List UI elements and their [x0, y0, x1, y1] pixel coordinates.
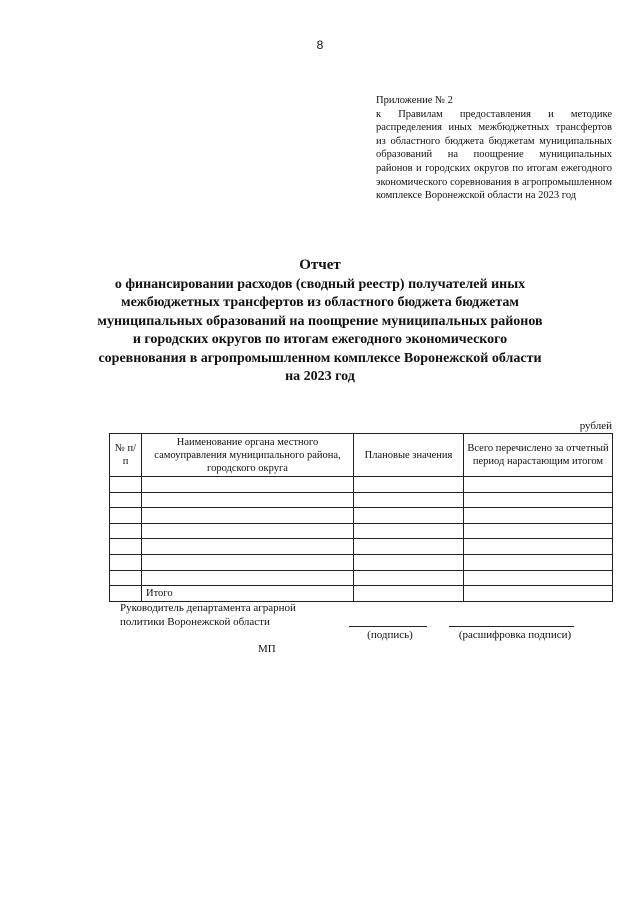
appendix-block — [376, 94, 612, 203]
stamp-placeholder: МП — [258, 643, 276, 655]
table-header-row — [110, 434, 613, 477]
signature-decoding-line — [449, 626, 574, 627]
table-cell — [354, 554, 464, 570]
header-number: № п/п — [110, 434, 142, 477]
table-cell — [354, 539, 464, 555]
table-cell — [142, 523, 354, 539]
table-cell — [354, 477, 464, 493]
total-number-cell — [110, 586, 142, 602]
table-cell — [464, 477, 613, 493]
table-cell — [142, 539, 354, 555]
table-cell — [142, 492, 354, 508]
report-subtitle: о финансировании расходов (сводный реестр) получателей иных межбюджетных трансфертов из областного бюджета бюджетам муниципальных образований на поощрение муниципальных районов и городских округов по итогам ежегодного экономического соревнования в агропромышленном комплексе Воронежской области на 2023 год — [97, 277, 543, 385]
table-cell — [110, 554, 142, 570]
appendix-text: к Правилам предоставления и методике распределения иных межбюджетных трансфертов из областного бюджета бюджетам муниципальных образований на поощрение муниципальных районов и городских округов по итогам ежегодного экономического соревнования в агропромышленном комплексе Воронежской области на 2023 год — [376, 108, 612, 202]
table-row — [110, 477, 613, 493]
table-cell — [142, 570, 354, 586]
table-row — [110, 570, 613, 586]
total-planned-cell — [354, 586, 464, 602]
table-cell — [354, 523, 464, 539]
table-cell — [110, 508, 142, 524]
table-cell — [464, 570, 613, 586]
table-row — [110, 539, 613, 555]
table-cell — [110, 523, 142, 539]
header-planned: Плановые значения — [354, 434, 464, 477]
table-row — [110, 523, 613, 539]
table-cell — [464, 492, 613, 508]
total-label: Итого — [142, 586, 354, 602]
table-cell — [110, 570, 142, 586]
table-cell — [142, 477, 354, 493]
table-cell — [354, 492, 464, 508]
table-cell — [464, 554, 613, 570]
table-cell — [354, 570, 464, 586]
table-cell — [110, 539, 142, 555]
header-transferred: Всего перечислено за отчетный период нарастающим итогом — [464, 434, 613, 477]
report-heading — [92, 256, 548, 386]
header-municipality: Наименование органа местного самоуправления муниципального района, городского округа — [142, 434, 354, 477]
appendix-title: Приложение № 2 — [376, 95, 453, 106]
signature-caption: (подпись) — [367, 629, 413, 641]
total-transferred-cell — [464, 586, 613, 602]
table-cell — [110, 477, 142, 493]
signatory-position: Руководитель департамента аграрной политики Воронежской области — [120, 602, 296, 628]
table-cell — [464, 523, 613, 539]
table-row — [110, 492, 613, 508]
table-cell — [464, 508, 613, 524]
table-cell — [464, 539, 613, 555]
signature-decoding-caption: (расшифровка подписи) — [458, 629, 572, 641]
table-cell — [142, 508, 354, 524]
table-row — [110, 508, 613, 524]
total-row — [110, 586, 613, 602]
table-cell — [142, 554, 354, 570]
page-number: 8 — [316, 38, 324, 52]
table-row — [110, 554, 613, 570]
currency-note: рублей — [579, 420, 612, 432]
registry-table — [109, 433, 613, 602]
signature-line — [349, 626, 427, 627]
table-cell — [110, 492, 142, 508]
report-title: Отчет — [299, 257, 341, 273]
table-cell — [354, 508, 464, 524]
